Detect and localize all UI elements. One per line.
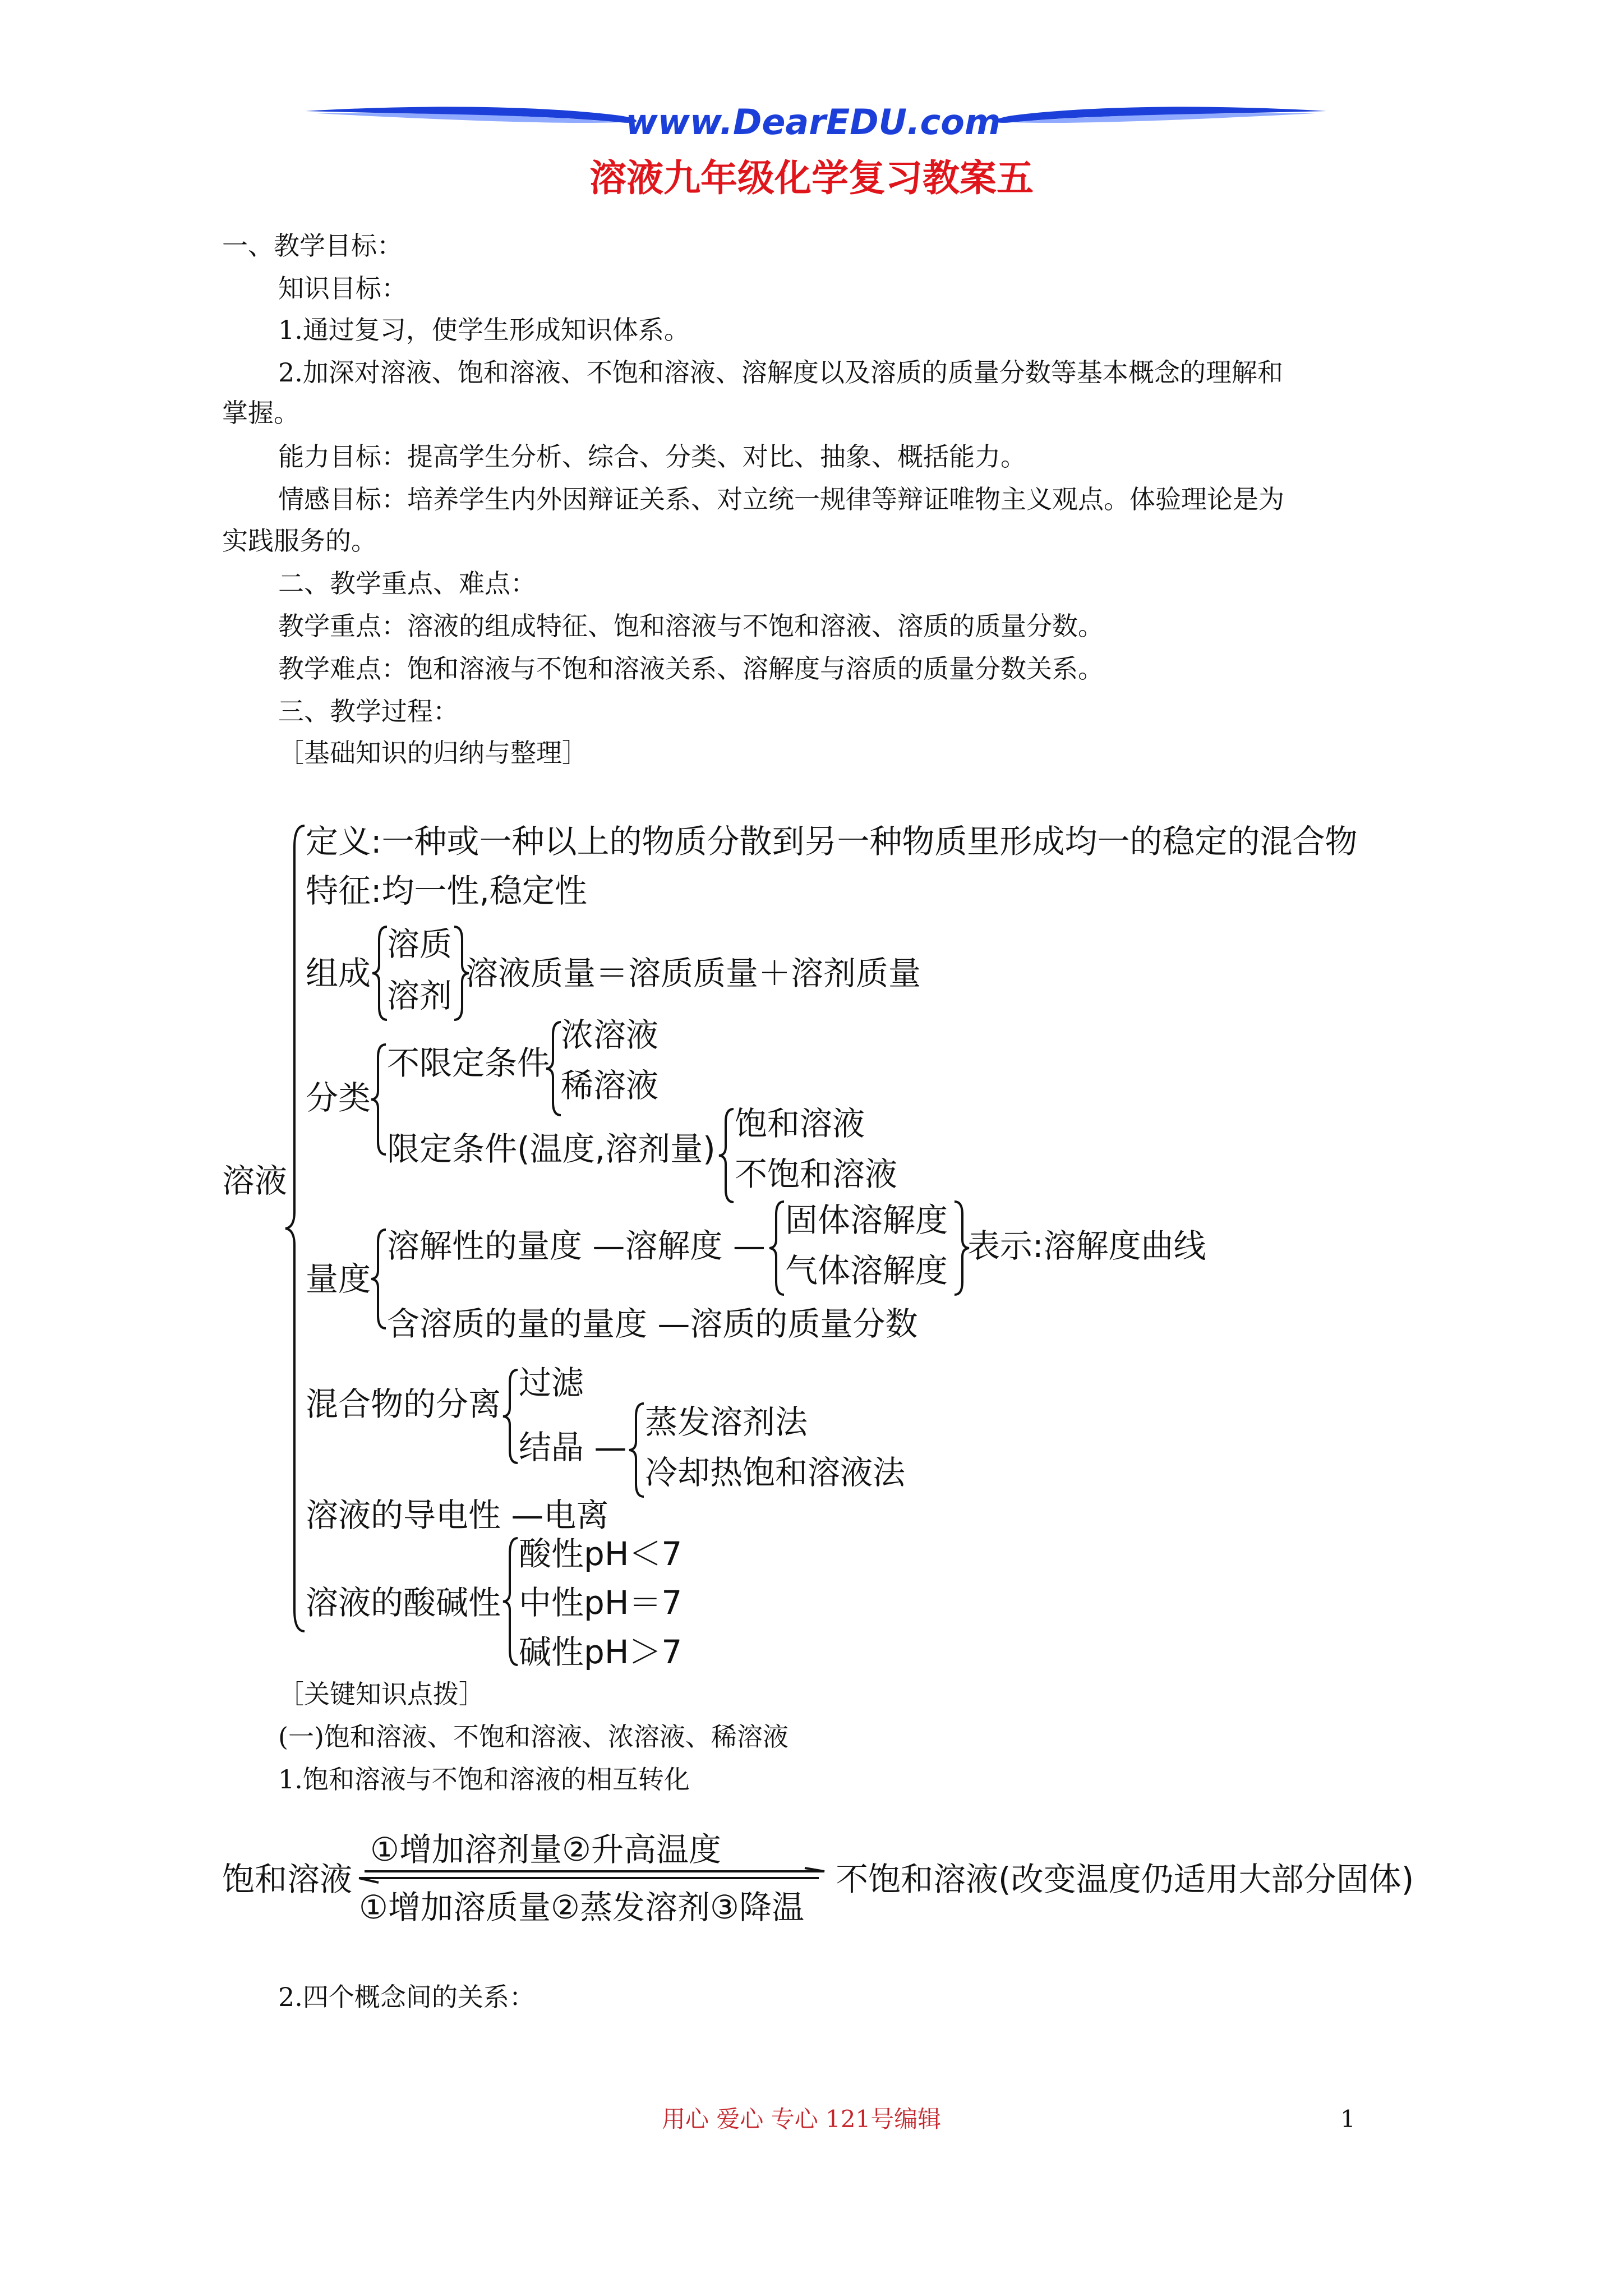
goal-item-2-line2: 掌握。 (222, 398, 299, 428)
diagram-measure: 量度 (306, 1260, 371, 1298)
conversion-forward-conditions: ①增加溶剂量②升高温度 (370, 1830, 721, 1869)
diagram-with-condition: 限定条件(温度,溶剂量) (387, 1130, 716, 1168)
diagram-cooling: 冷却热饱和溶液法 (645, 1453, 906, 1492)
acidity-brace (502, 1537, 519, 1666)
emotion-goals-line1: 情感目标：培养学生内外因辩证关系、对立统一规律等辩证唯物主义观点。体验理论是为 (278, 484, 1284, 514)
diagram-evaporation: 蒸发溶剂法 (645, 1403, 808, 1441)
diagram-representation: 表示:溶解度曲线 (967, 1227, 1206, 1265)
with-condition-brace (718, 1108, 735, 1203)
diagram-separation: 混合物的分离 (306, 1385, 501, 1423)
diagram-saturated: 饱和溶液 (735, 1105, 865, 1143)
topic-item-2: 2.四个概念间的关系： (278, 1982, 535, 2012)
diagram-unsaturated: 不饱和溶液 (735, 1155, 898, 1193)
diagram-acidic: 酸性pH＜7 (519, 1535, 683, 1573)
knowledge-goals-label: 知识目标： (278, 273, 407, 303)
diagram-mass-equation: 溶液质量＝溶质质量＋溶剂质量 (465, 954, 921, 992)
diagram-dilute: 稀溶液 (561, 1066, 659, 1105)
topic-item-1: 1.饱和溶液与不饱和溶液的相互转化 (278, 1764, 690, 1795)
diagram-feature: 特征:均一性,稳定性 (306, 872, 587, 910)
diagram-crystallization: 结晶 — (519, 1428, 627, 1466)
reversible-arrow (353, 1868, 830, 1890)
diagram-conductivity: 溶液的导电性 —电离 (306, 1496, 609, 1534)
diagram-no-condition: 不限定条件 (387, 1044, 550, 1082)
goal-item-1: 1.通过复习，使学生形成知识体系。 (278, 315, 690, 345)
site-url[interactable]: www.DearEDU.com (625, 102, 1001, 142)
diagram-classification: 分类 (306, 1079, 371, 1117)
conversion-saturated: 饱和溶液 (222, 1860, 353, 1898)
diagram-solvent: 溶剂 (387, 977, 453, 1015)
conversion-reverse-conditions: ①增加溶质量②蒸发溶剂③降温 (359, 1888, 804, 1926)
composition-brace (371, 926, 388, 1021)
teaching-focus: 教学重点：溶液的组成特征、饱和溶液与不饱和溶液、溶质的质量分数。 (278, 611, 1104, 641)
solubility-brace (768, 1200, 785, 1296)
no-condition-brace (545, 1021, 562, 1116)
diagram-basic: 碱性pH＞7 (519, 1633, 683, 1671)
conversion-unsaturated: 不饱和溶液(改变温度仍适用大部分固体) (836, 1860, 1414, 1898)
measure-brace (370, 1228, 387, 1329)
diagram-gas-solubility: 气体溶解度 (785, 1251, 948, 1290)
diagram-filtration: 过滤 (519, 1364, 584, 1402)
diagram-composition: 组成 (306, 954, 371, 992)
document-title: 溶液九年级化学复习教案五 (589, 156, 1034, 200)
diagram-acidity: 溶液的酸碱性 (306, 1584, 501, 1622)
teaching-difficulty: 教学难点：饱和溶液与不饱和溶液关系、溶解度与溶质的质量分数关系。 (278, 654, 1104, 684)
emotion-goals-line2: 实践服务的。 (222, 526, 377, 556)
diagram-concentrated: 浓溶液 (561, 1016, 659, 1054)
diagram-solubility-measure: 溶解性的量度 —溶解度 — (387, 1227, 766, 1265)
classification-brace (370, 1043, 387, 1156)
diagram-neutral: 中性pH＝7 (519, 1584, 683, 1622)
main-brace (283, 825, 306, 1632)
diagram-solute: 溶质 (387, 925, 453, 963)
diagram-definition: 定义:一种或一种以上的物质分散到另一种物质里形成均一的稳定的混合物 (306, 822, 1358, 861)
crystallization-brace (628, 1402, 645, 1498)
separation-brace (502, 1369, 519, 1464)
section-heading-focus: 二、教学重点、难点： (278, 568, 536, 599)
diagram-root: 溶液 (222, 1162, 288, 1200)
diagram-solid-solubility: 固体溶解度 (785, 1201, 948, 1239)
goal-item-2-line1: 2.加深对溶液、饱和溶液、不饱和溶液、溶解度以及溶质的质量分数等基本概念的理解和 (278, 357, 1283, 388)
footer-text: 用心 爱心 专心 121号编辑 (662, 2105, 942, 2133)
page-number: 1 (1340, 2105, 1355, 2133)
section-heading-goals: 一、教学目标： (222, 231, 403, 261)
diagram-content-measure: 含溶质的量的量度 —溶质的质量分数 (387, 1305, 918, 1343)
section-heading-process: 三、教学过程： (278, 696, 459, 726)
ability-goals: 能力目标：提高学生分析、综合、分类、对比、抽象、概括能力。 (278, 441, 1026, 472)
subsection-key-points: ［关键知识点拨］ (278, 1679, 485, 1709)
topic-heading-1: (一)饱和溶液、不饱和溶液、浓溶液、稀溶液 (278, 1722, 789, 1752)
subsection-basic-knowledge: ［基础知识的归纳与整理］ (278, 738, 588, 768)
